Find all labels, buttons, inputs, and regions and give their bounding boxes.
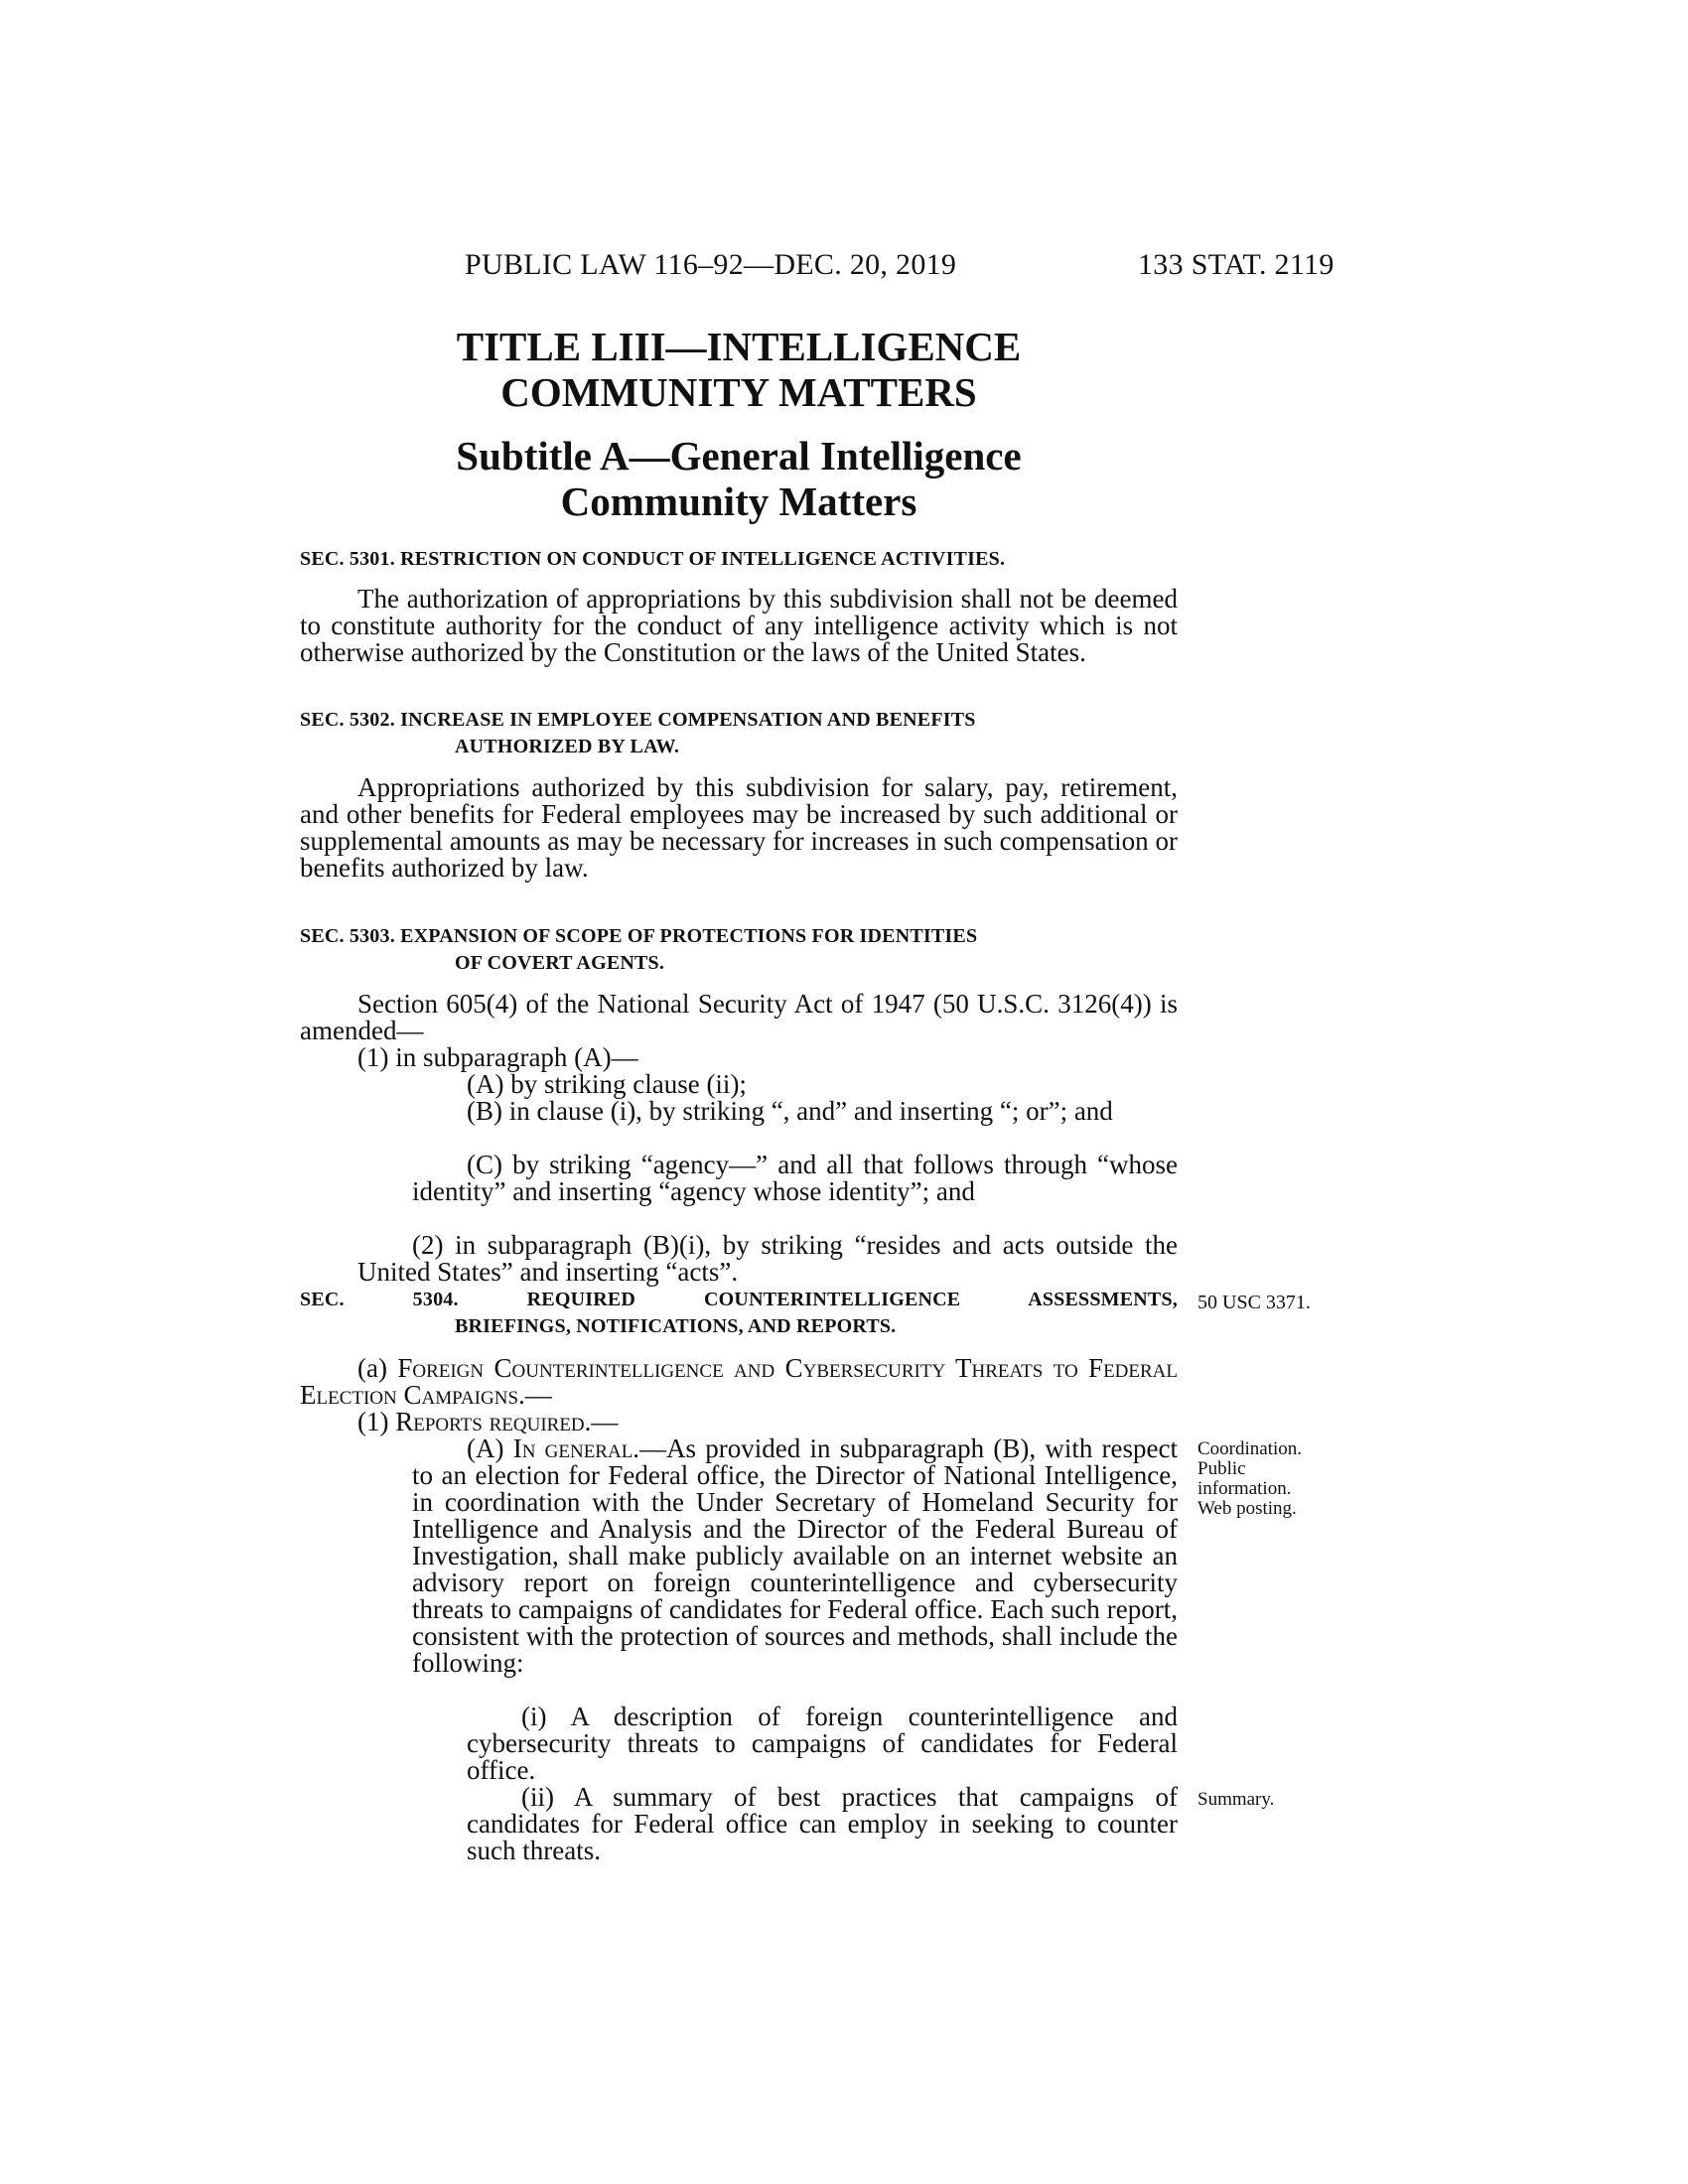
sec-5304-para-1A <box>412 1435 1178 1677</box>
sec-5304-para-1 <box>357 1409 618 1435</box>
sec-5304-clause-ii: (ii) A summary of best practices that campaigns of candidates for Federal office can employ in seeking to counter such threats. <box>467 1782 1178 1865</box>
para-1-heading: Reports required.— <box>395 1407 619 1436</box>
sec-5303-para-1C: (C) by striking “agency—” and all that follows through “whose identity” and inserting “agency whose identity”; and <box>412 1150 1178 1206</box>
sec-5301-body: The authorization of appropriations by this subdivision shall not be deemed to constitute authority for the conduct of any intelligence activity which is not otherwise authorized by the Constitution or the laws of the United States. <box>300 584 1178 667</box>
sec-5304-heading-line-1: SEC. 5304. REQUIRED COUNTERINTELLIGENCE ASSESSMENTS, <box>300 1289 1178 1310</box>
sec-5304-heading-line-2: BRIEFINGS, NOTIFICATIONS, AND REPORTS. <box>455 1315 897 1337</box>
margin-notes-1A <box>1197 1439 1307 1519</box>
sec-5302-heading-line-1: SEC. 5302. INCREASE IN EMPLOYEE COMPENSATION AND BENEFITS <box>300 709 976 731</box>
margin-citation: 50 USC 3371. <box>1197 1292 1311 1313</box>
para-1A-heading: In general. <box>512 1433 640 1463</box>
sec-5304-clause-i: (i) A description of foreign counterintelligence and cybersecurity threats to campaigns of candidates for Federal office. <box>467 1702 1178 1785</box>
sec-5303-para-1A: (A) by striking clause (ii); <box>467 1069 747 1099</box>
para-1A-label: (A) <box>467 1433 504 1463</box>
subtitle-line-1: Subtitle A—General Intelligence <box>456 433 1022 478</box>
title-heading <box>300 324 1178 415</box>
sec-5303-intro: Section 605(4) of the National Security Act of 1947 (50 U.S.C. 3126(4)) is amended— <box>300 989 1178 1045</box>
subsection-a-label: (a) <box>357 1353 387 1383</box>
sec-5302-heading-line-2: AUTHORIZED BY LAW. <box>455 736 680 757</box>
margin-note-coordination: Coordination. <box>1197 1438 1303 1459</box>
margin-note-web-posting: Web posting. <box>1197 1498 1297 1519</box>
subsection-a-heading: Foreign Counterintelligence and Cybersecurity Threats to Federal Election Campaigns.— <box>300 1353 1179 1410</box>
sec-5304-subsection-a <box>300 1355 1178 1409</box>
margin-note-summary: Summary. <box>1197 1789 1275 1810</box>
sec-5303-para-2: (2) in subparagraph (B)(i), by striking “resides and acts outside the United States” and inserting “acts”. <box>357 1230 1178 1287</box>
running-header-stat: 133 STAT. 2119 <box>1138 248 1335 281</box>
para-1A-body: —As provided in subparagraph (B), with respect to an election for Federal office, the Director of National Intelligence, in coordination with the Under Secretary of Homeland Security for Intelligence and Analysis and the Director of the Federal Bureau of Investigation, shall make publicly available on an internet website an advisory report on foreign counterintelligence and cybersecurity threats to campaigns of candidates for Federal office. Each such report, consistent with the protection of sources and methods, shall include the following: <box>412 1433 1179 1678</box>
sec-5303-heading-line-1: SEC. 5303. EXPANSION OF SCOPE OF PROTECTIONS FOR IDENTITIES <box>300 925 978 947</box>
sec-5301-heading: SEC. 5301. RESTRICTION ON CONDUCT OF INTELLIGENCE ACTIVITIES. <box>300 548 1006 570</box>
sec-5302-body: Appropriations authorized by this subdivision for salary, pay, retirement, and other benefits for Federal employees may be increased by such additional or supplemental amounts as may be necessary for increases in such compensation or benefits authorized by law. <box>300 772 1178 883</box>
sec-5303-para-1: (1) in subparagraph (A)— <box>357 1042 638 1072</box>
title-line-1: TITLE LIII—INTELLIGENCE <box>456 324 1022 369</box>
margin-note-public-information: Public information. <box>1197 1458 1292 1499</box>
subtitle-heading <box>300 433 1178 524</box>
sec-5303-heading <box>300 923 1178 977</box>
subtitle-line-2: Community Matters <box>560 478 917 524</box>
sec-5302-heading <box>300 707 1178 760</box>
title-line-2: COMMUNITY MATTERS <box>500 369 977 415</box>
sec-5303-heading-line-2: OF COVERT AGENTS. <box>455 952 665 974</box>
sec-5303-para-1B: (B) in clause (i), by striking “, and” and inserting “; or”; and <box>467 1096 1113 1126</box>
para-1-label: (1) <box>357 1407 389 1436</box>
sec-5304-heading <box>300 1287 1178 1340</box>
running-header-law: PUBLIC LAW 116–92—DEC. 20, 2019 <box>465 248 957 281</box>
